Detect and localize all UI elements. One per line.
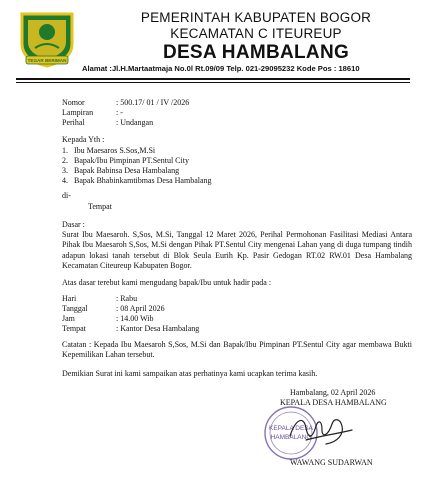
meta-value: : 500.17/ 01 / IV /2026 xyxy=(116,98,190,107)
sign-name: WAWANG SUDARWAN xyxy=(290,458,373,467)
stamp-line2: HAMBALANG xyxy=(270,434,312,441)
recipient-item xyxy=(62,176,212,186)
letterhead-line2: KECAMATAN C ITEUREUP xyxy=(170,26,342,41)
meta-value: : - xyxy=(116,108,123,117)
list-text: Ibu Maesaros S.Sos,M.Si xyxy=(74,146,156,155)
sign-place-date: Hambalang, 02 April 2026 xyxy=(290,388,376,397)
detail-value: : Rabu xyxy=(116,294,138,303)
letterhead-rule-thick xyxy=(16,78,410,80)
stamp-line1: KEPALA DESA xyxy=(269,425,313,432)
list-text: Bapak Babinsa Desa Hambalang xyxy=(74,166,180,175)
list-number: 2. xyxy=(62,156,68,165)
list-text: Bapak/Ibu Pimpinan PT.Sentul City xyxy=(74,156,189,165)
detail-label: Tanggal xyxy=(62,304,88,313)
catatan-paragraph: Catatan : Kepada Ibu Maesaroh S,Sos, M.Si dan Bapak/Ibu Pimpinan PT.Sentul City agar membawa Bukti Kepemilikan Lahan tersebut. xyxy=(62,340,412,360)
meta-label: Lampiran xyxy=(62,108,94,117)
letterhead xyxy=(96,10,416,64)
detail-value: : 08 April 2026 xyxy=(116,304,165,313)
detail-label: Tempat xyxy=(62,324,86,333)
letterhead-line1: PEMERINTAH KABUPATEN BOGOR xyxy=(140,10,372,25)
recipient-item xyxy=(62,146,155,156)
meta-label: Nomor xyxy=(62,98,85,107)
letterhead-address: Alamat :Jl.H.Martaatmaja No.0l Rt.09/09 Telp. 021-29095232 Kode Pos : 18610 xyxy=(82,64,360,73)
list-number: 4. xyxy=(62,176,68,185)
svg-text:TEGAR BERIMAN: TEGAR BERIMAN xyxy=(27,58,67,63)
closing-text: Demikian Surat ini kami sampaikan atas perhatinya kami ucapkan terima kasih. xyxy=(62,369,318,378)
recipient-item xyxy=(62,166,179,176)
dasar-label: Dasar : xyxy=(62,220,85,229)
recipient-di: di- xyxy=(62,191,71,200)
detail-value: : Kantor Desa Hambalang xyxy=(116,324,200,333)
letterhead-rule-thin xyxy=(16,82,410,83)
list-number: 3. xyxy=(62,166,68,175)
recipient-item xyxy=(62,156,189,166)
list-number: 1. xyxy=(62,146,68,155)
detail-label: Hari xyxy=(62,294,77,303)
sign-title: KEPALA DESA HAMBALANG xyxy=(280,398,387,407)
meta-value: : Undangan xyxy=(116,118,154,127)
invitation-text: Atas dasar terebut kami mengudang bapak/Ibu untuk hadir pada : xyxy=(62,278,272,287)
detail-label: Jam xyxy=(62,314,75,323)
handwritten-signature xyxy=(286,410,356,448)
meta-label: Perihal xyxy=(62,118,85,127)
detail-value: : 14.00 Wib xyxy=(116,314,154,323)
list-text: Bapak Bhabinkamtibmas Desa Hambalang xyxy=(74,176,212,185)
kabupaten-bogor-logo xyxy=(18,10,76,68)
dasar-paragraph: Surat Ibu Maesaroh. S,Sos, M.Si, Tanggal 12 Maret 2026, Perihal Permohonan Fasilitasi Mediasi Antara Pihak Ibu Maesaroh S,Sos, M.Si dengan Pihak PT.Sentul City mengenai Lahan yang di duga tumpang tindih adapun lokasi tanah tersebut di Blok Seula Eurih Kp. Pasir Gedogan RT.02 RW.01 Desa Hambalang Kecamatan Citeureup Kabupaten Bogor. xyxy=(62,230,412,271)
recipient-heading: Kepada Yth : xyxy=(62,135,105,144)
letterhead-village: DESA HAMBALANG xyxy=(162,42,350,63)
recipient-place: Tempat xyxy=(88,202,112,211)
